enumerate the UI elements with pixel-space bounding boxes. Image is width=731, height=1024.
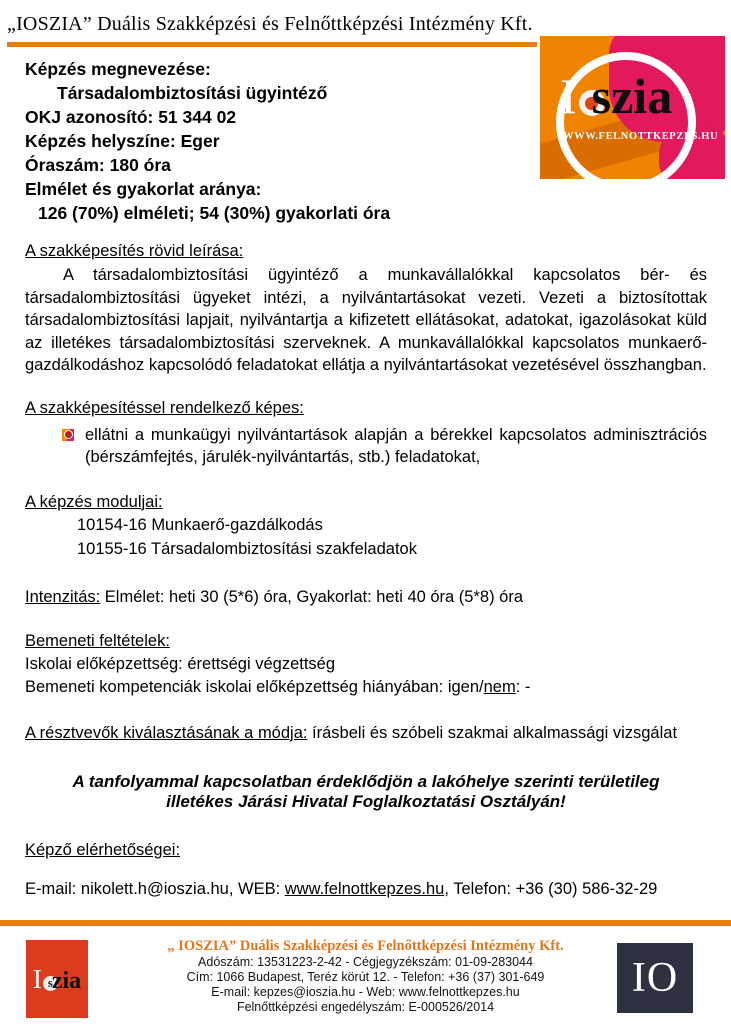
entry-heading: Bemeneti feltételek: [25, 631, 170, 650]
competency-item [25, 424, 707, 469]
course-name: Társadalombiztosítási ügyintéző [57, 83, 328, 103]
footer-logo-letter-i: I [32, 963, 42, 994]
intensity-value: Elmélet: heti 30 (5*6) óra, Gyakorlat: heti 40 óra (5*8) óra [100, 587, 524, 606]
footer-tax-line: Adószám: 13531223-2-42 - Cégjegyzékszám: 01-09-283044 [198, 955, 533, 969]
footer-io-logo [617, 943, 693, 1013]
course-info-block [25, 57, 707, 225]
intensity-label: Intenzitás: [25, 587, 101, 606]
contact-line [25, 878, 707, 900]
header-divider [7, 42, 537, 47]
entry-education-line: Iskolai előképzettség: érettségi végzettség [25, 654, 336, 673]
contact-heading: Képző elérhetőségei: [25, 840, 181, 859]
footer-email-line: E-mail: kepzes@ioszia.hu - Web: www.felnottkepzes.hu [211, 985, 520, 999]
document-body [25, 57, 707, 900]
footer-logo-letters-zia: zia [51, 967, 82, 994]
footer-address-line: Cím: 1066 Budapest, Teréz körút 12. - Telefon: +36 (37) 301-649 [186, 970, 545, 984]
footer-ioszia-logo [26, 940, 88, 1018]
course-name-label: Képzés megnevezése: [25, 59, 211, 79]
modules-heading: A képzés moduljai: [25, 492, 163, 511]
description-heading: A szakképesítés rövid leírása: [25, 242, 244, 260]
selection-value: írásbeli és szóbeli szakmai alkalmassági vizsgálat [307, 723, 678, 742]
entry-competency-prefix: Bemeneti kompetenciák iskolai előképzettség hiányában: igen/ [25, 677, 484, 696]
logo-url: WWW.FELNOTTKEPZES.HU [563, 131, 719, 142]
course-ratio-label: Elmélet és gyakorlat aránya: [25, 179, 262, 199]
footer-company-name: „ IOSZIA” Duális Szakképzési és Felnőttképzési Intézmény Kft. [167, 938, 564, 954]
footer-divider [0, 920, 731, 926]
course-okj: OKJ azonosító: 51 344 02 [25, 107, 237, 127]
selection-line [25, 722, 707, 744]
description-paragraph: A társadalombiztosítási ügyintéző a munkavállalókkal kapcsolatos bér- és társadalombiztosítási ügyeket intézi, a nyilvántartásokat vezeti. Vezeti a biztosítottak társadalombiztosítási lapjait, nyilvántartja a kifizetett ellátásokat, adatokat, igazolásokat küld az illetékes társadalombiztosítási szerveknek. A munkavállalókkal kapcsolatos munkaerő-gazdálkodáshoz kapcsolódó feladatokat ellátja a nyilvántartásokat vezetésével összhangban. [25, 266, 707, 374]
course-location: Képzés helyszíne: Eger [25, 131, 220, 151]
info-notice: A tanfolyammal kapcsolatban érdeklődjön a lakóhelye szerinti területileg illetékes Járási Hivatal Foglalkoztatási Osztályán! [72, 771, 660, 811]
logo-letter-i: I [560, 68, 577, 124]
contact-web-link[interactable]: www.felnottkepzes.hu [284, 879, 445, 898]
contact-phone: , Telefon: +36 (30) 586-32-29 [444, 879, 658, 898]
competencies-heading: A szakképesítéssel rendelkező képes: [25, 398, 304, 417]
footer-io-letters: IO [631, 955, 679, 1001]
logo-letters-szia: szia [591, 68, 673, 124]
footer-company-block [130, 938, 601, 1015]
ioszia-bullet-icon [62, 429, 74, 441]
competency-text: ellátni a munkaügyi nyilvántartások alapján a bérekkel kapcsolatos adminisztrációs (bérszámfejtés, járulék-nyilvántartás, stb.) feladatokat, [85, 425, 707, 466]
course-ratio: 126 (70%) elméleti; 54 (30%) gyakorlati óra [38, 203, 391, 223]
footer-license-line: Felnőttképzési engedélyszám: E-000526/2014 [236, 1000, 495, 1014]
entry-competency-line [25, 676, 707, 698]
footer [0, 938, 731, 1015]
entry-competency-nem: nem [483, 677, 516, 696]
module-item: 10154-16 Munkaerő-gazdálkodás [77, 515, 323, 534]
footer-logo-dot-icon: s [43, 976, 58, 991]
contact-email: E-mail: nikolett.h@ioszia.hu, WEB: [25, 879, 285, 898]
module-item: 10155-16 Társadalombiztosítási szakfeladatok [77, 539, 417, 558]
selection-label: A résztvevők kiválasztásának a módja: [25, 723, 308, 742]
course-hours: Óraszám: 180 óra [25, 155, 171, 175]
intensity-line [25, 586, 707, 608]
entry-competency-suffix: : - [515, 677, 531, 696]
header-company-title: „IOSZIA” Duális Szakképzési és Felnőttképzési Intézmény Kft. [7, 13, 533, 35]
